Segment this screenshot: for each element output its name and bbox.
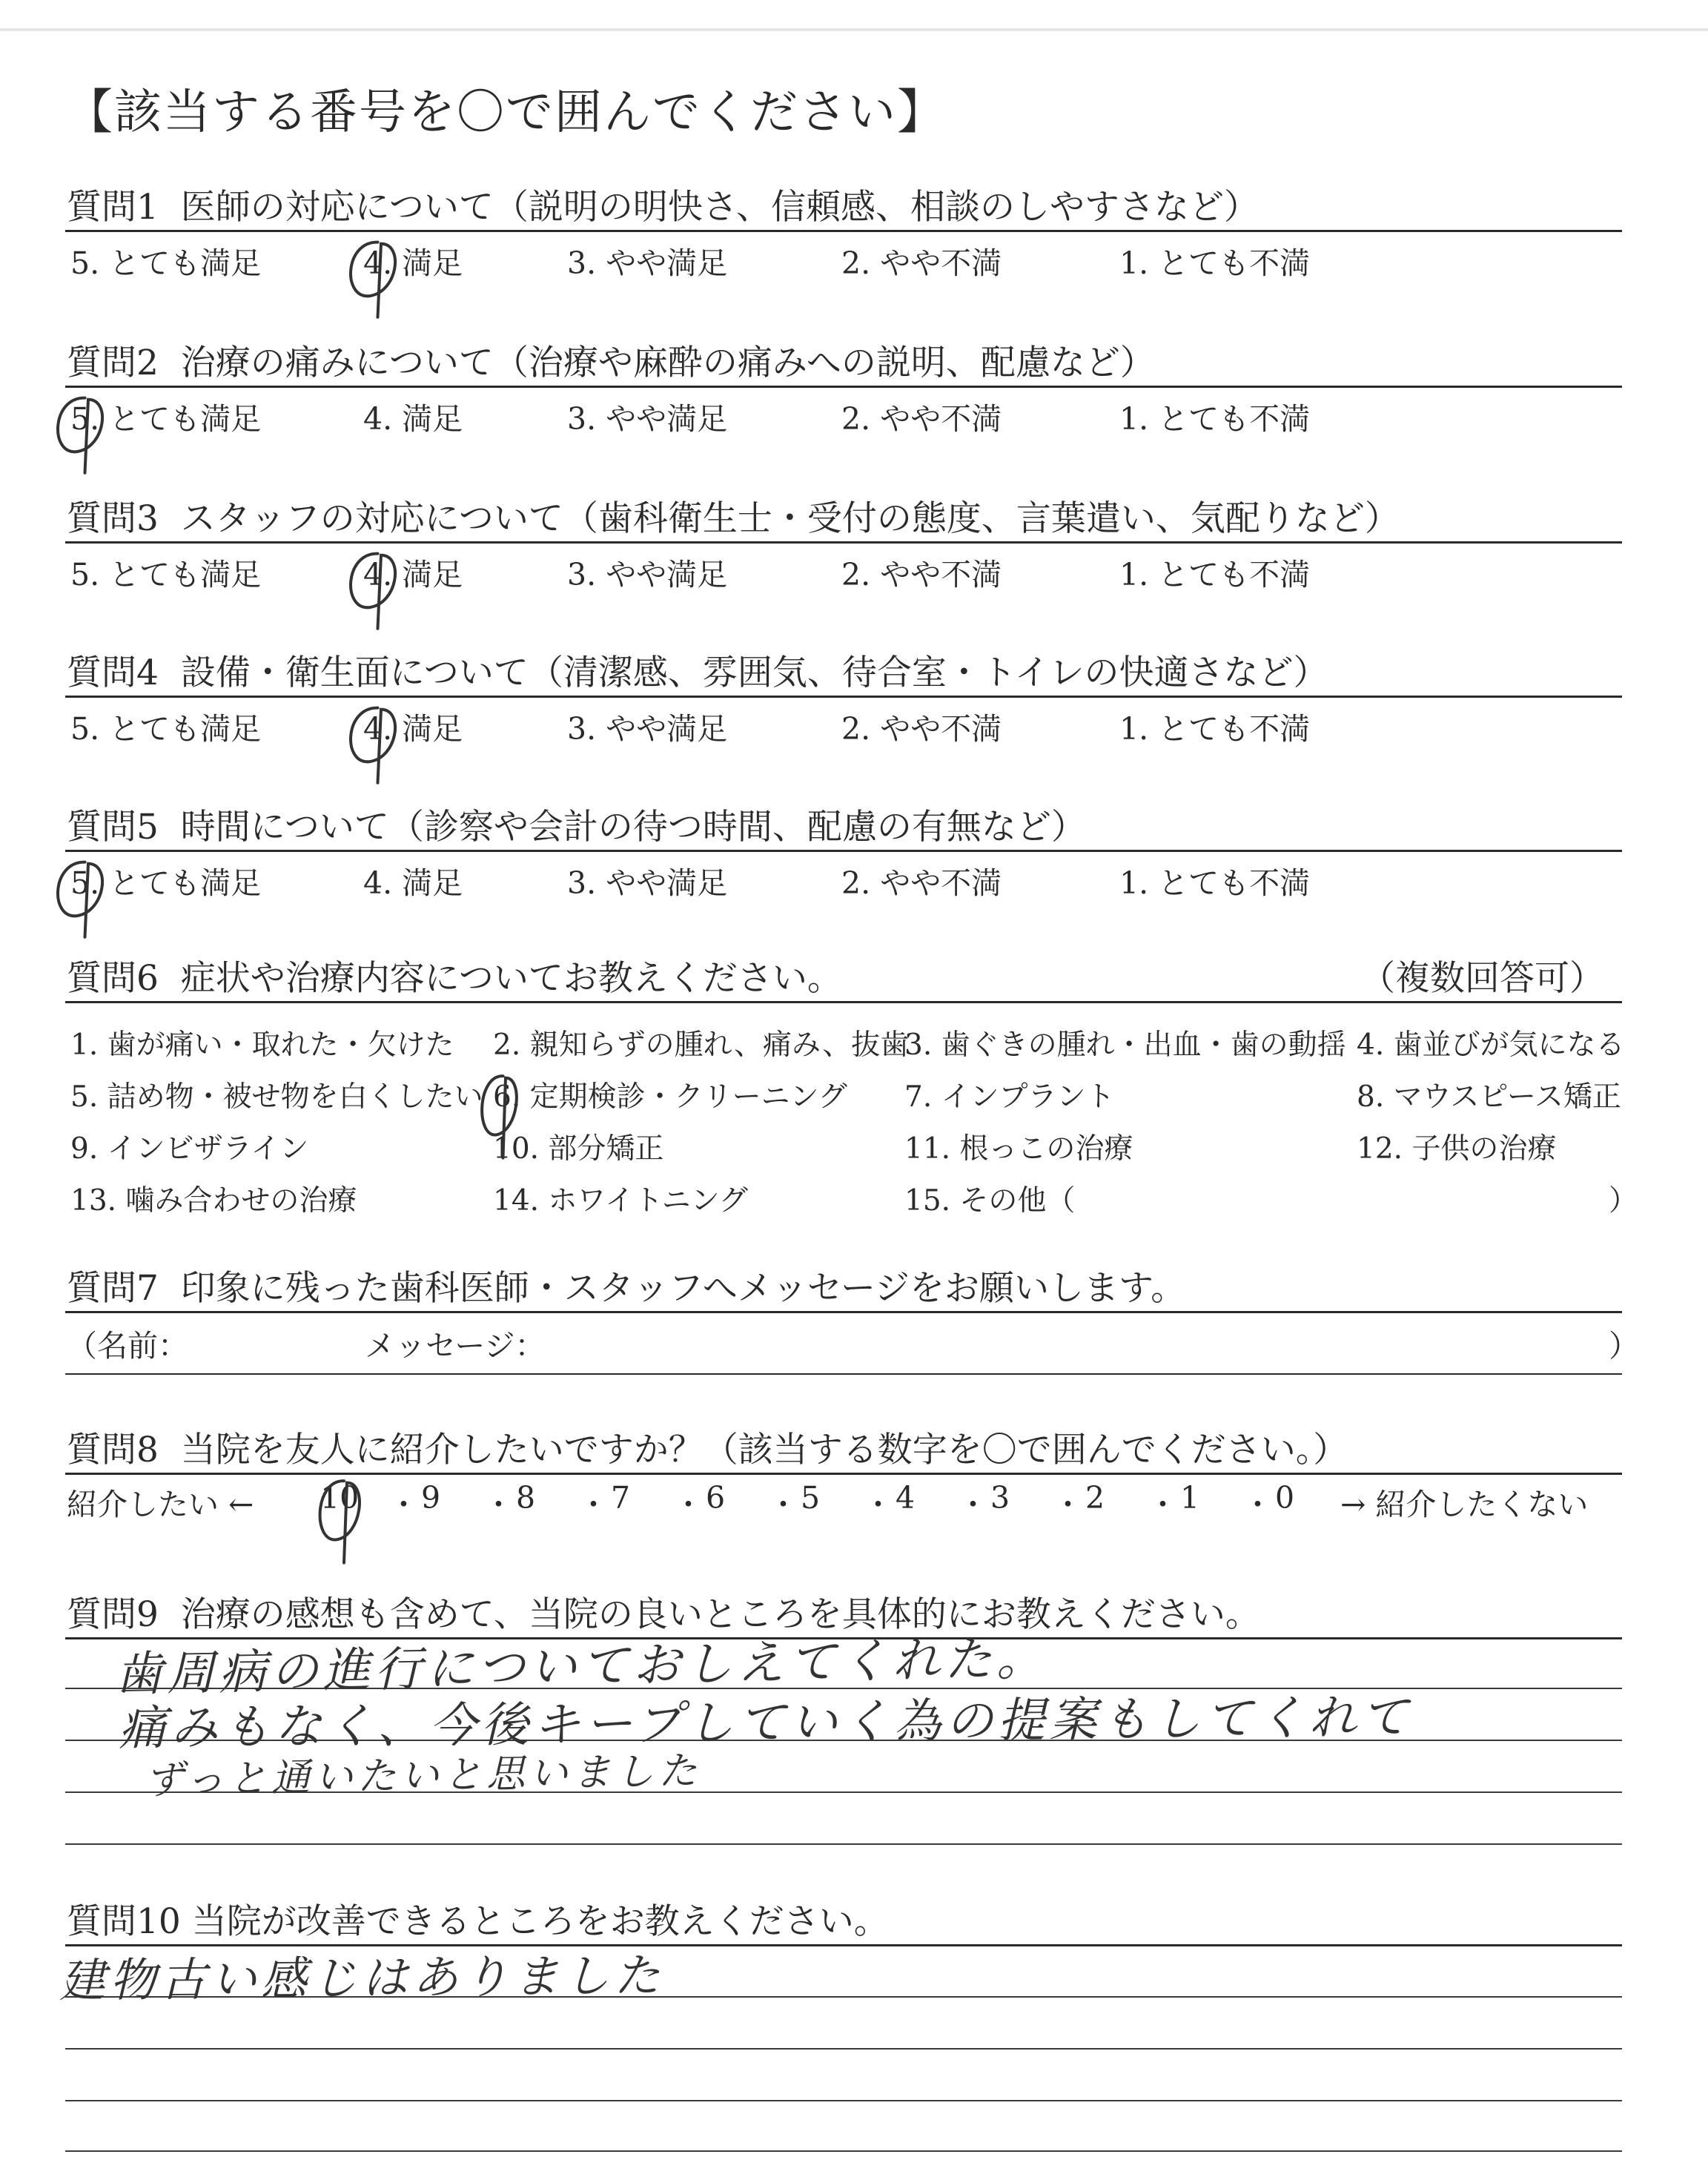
q6-option-6[interactable]: 6. 定期検診・クリーニング [493,1080,847,1114]
q1-heading [67,179,1259,229]
q5-option-2[interactable]: 2. やや不満 [841,865,1002,901]
q5-option-3[interactable]: 3. やや満足 [567,865,728,901]
q8-scale-8[interactable]: 8 [516,1480,536,1516]
q6-option-16[interactable]: ） [1609,1184,1638,1218]
q2-label: 質問2 [67,343,159,383]
q8-rule [65,1473,1622,1475]
q8-scale-3[interactable]: 3 [990,1480,1010,1516]
q10-text: 当院が改善できるところをお教えください。 [191,1901,889,1942]
q10-line-2 [65,2048,1622,2050]
q8-scale-4[interactable]: 4 [896,1480,916,1516]
q9-answer-line-2: 痛みもなく、今後キープしていく為の提案もしてくれて [118,1690,1413,1757]
q6-rule [65,1001,1622,1003]
q6-option-7[interactable]: 7. インプラント [904,1080,1115,1114]
q8-text: 当院を友人に紹介したいですか？（該当する数字を〇で囲んでください。） [180,1430,1348,1470]
q6-option-13[interactable]: 13. 噛み合わせの治療 [70,1184,357,1218]
q4-option-1[interactable]: 1. とても不満 [1119,711,1311,747]
q8-scale-dot: ・ [483,1487,514,1522]
q1-rule [65,230,1622,232]
q3-option-5[interactable]: 5. とても満足 [70,557,262,592]
q6-heading [67,951,842,1000]
q3-option-4[interactable]: 4. 満足 [363,557,463,592]
q1-option-1[interactable]: 1. とても不満 [1119,245,1311,281]
q10-line-3 [65,2100,1622,2101]
q7-text: 印象に残った歯科医師・スタッフへメッセージをお願いします。 [180,1268,1186,1309]
q5-option-4[interactable]: 4. 満足 [363,865,463,901]
q1-text: 医師の対応について（説明の明快さ、信頼感、相談のしやすさなど） [180,187,1259,228]
q8-scale-7[interactable]: 7 [611,1480,631,1516]
scan-edge [0,28,1708,31]
q1-option-4[interactable]: 4. 満足 [363,245,463,281]
q8-scale-5[interactable]: 5 [801,1480,821,1516]
q6-option-1[interactable]: 1. 歯が痛い・取れた・欠けた [70,1028,454,1062]
q7-name-label: （名前： [67,1328,188,1364]
q8-scale-dot: ・ [578,1487,609,1522]
q7-bottom-rule [65,1373,1622,1375]
q6-option-4[interactable]: 4. 歯並びが気になる [1357,1028,1625,1062]
q1-option-5[interactable]: 5. とても満足 [70,245,262,281]
q3-option-3[interactable]: 3. やや満足 [567,557,728,592]
q6-text: 症状や治療内容についてお教えください。 [180,958,842,999]
q8-scale-1[interactable]: 1 [1180,1480,1200,1516]
q3-label: 質問3 [67,498,159,539]
q1-label: 質問1 [67,187,159,228]
q4-option-5[interactable]: 5. とても満足 [70,711,262,747]
q7-message-label: メッセージ： [365,1328,546,1364]
q4-label: 質問4 [67,653,159,693]
q2-text: 治療の痛みについて（治療や麻酔の痛みへの説明、配慮など） [180,343,1155,383]
q7-heading [67,1261,1185,1310]
q5-text: 時間について（診察や会計の待つ時間、配慮の有無など） [180,807,1086,848]
q5-heading [67,799,1086,849]
q7-rule [65,1311,1622,1313]
q8-scale-dot: ・ [1242,1487,1273,1522]
q5-label: 質問5 [67,807,159,848]
q8-right-label: → 紹介したくない [1340,1487,1589,1522]
q6-option-5[interactable]: 5. 詰め物・被せ物を白くしたい [70,1080,483,1114]
q2-option-1[interactable]: 1. とても不満 [1119,401,1311,437]
q2-option-5[interactable]: 5. とても満足 [70,401,262,437]
q2-heading [67,335,1155,385]
q3-heading [67,491,1400,541]
q8-label: 質問8 [67,1430,159,1470]
q6-option-10[interactable]: 10. 部分矯正 [493,1132,664,1166]
q8-scale-2[interactable]: 2 [1085,1480,1105,1516]
q3-rule [65,541,1622,544]
q6-option-15[interactable]: 15. その他（ [904,1184,1076,1218]
q4-option-4[interactable]: 4. 満足 [363,711,463,747]
q4-text: 設備・衛生面について（清潔感、雰囲気、待合室・トイレの快適さなど） [180,653,1328,693]
q1-option-3[interactable]: 3. やや満足 [567,245,728,281]
q9-answer-line-1: 歯周病の進行についておしえてくれた。 [114,1631,1049,1702]
q5-option-5[interactable]: 5. とても満足 [70,865,262,901]
q2-option-2[interactable]: 2. やや不満 [841,401,1002,437]
q6-option-3[interactable]: 3. 歯ぐきの腫れ・出血・歯の動揺 [904,1028,1346,1062]
q5-rule [65,850,1622,852]
q7-label: 質問7 [67,1268,159,1309]
q9-answer-line-3: ずっと通いたいと思いました [144,1748,702,1803]
q3-option-1[interactable]: 1. とても不満 [1119,557,1311,592]
q4-rule [65,696,1622,698]
q2-rule [65,386,1622,388]
q6-option-11[interactable]: 11. 根っこの治療 [904,1132,1133,1166]
q10-label: 質問10 [67,1901,181,1942]
instruction-title: 【該当する番号を〇で囲んでください】 [65,85,946,140]
q6-option-8[interactable]: 8. マウスピース矯正 [1357,1080,1621,1114]
q3-text: スタッフの対応について（歯科衛生士・受付の態度、言葉遣い、気配りなど） [180,498,1400,539]
q8-scale-dot: ・ [958,1487,988,1522]
q7-close: ） [1609,1328,1639,1364]
q8-scale-dot: ・ [1053,1487,1083,1522]
q10-answer: 建物古い感じはありました [59,1948,665,2008]
q6-option-14[interactable]: 14. ホワイトニング [493,1184,748,1218]
q9-label: 質問9 [67,1594,159,1635]
q1-option-2[interactable]: 2. やや不満 [841,245,1002,281]
q8-left-label: 紹介したい ← [67,1487,254,1522]
q4-option-2[interactable]: 2. やや不満 [841,711,1002,747]
q8-scale-dot: ・ [673,1487,704,1522]
q3-option-2[interactable]: 2. やや不満 [841,557,1002,592]
q9-text: 治療の感想も含めて、当院の良いところを具体的にお教えください。 [180,1594,1260,1635]
q6-option-12[interactable]: 12. 子供の治療 [1357,1132,1557,1166]
q2-option-4[interactable]: 4. 満足 [363,401,463,437]
q8-heading [67,1422,1348,1472]
q8-scale-dot: ・ [1148,1487,1178,1522]
q2-option-3[interactable]: 3. やや満足 [567,401,728,437]
q8-scale-dot: ・ [388,1487,419,1522]
q8-scale-dot: ・ [768,1487,798,1522]
q9-line-4 [65,1843,1622,1845]
q10-line-4 [65,2150,1622,2152]
q8-scale-6[interactable]: 6 [706,1480,726,1516]
q6-option-2[interactable]: 2. 親知らずの腫れ、痛み、抜歯 [493,1028,910,1062]
q8-scale-dot: ・ [863,1487,893,1522]
q10-heading [67,1894,889,1943]
q6-option-9[interactable]: 9. インビザライン [70,1132,309,1166]
q4-heading [67,645,1328,695]
q8-scale-10[interactable]: 10 [320,1480,360,1516]
q5-option-1[interactable]: 1. とても不満 [1119,865,1311,901]
q6-label: 質問6 [67,958,159,999]
q6-note: （複数回答可） [1360,958,1604,999]
q8-scale-9[interactable]: 9 [421,1480,441,1516]
q4-option-3[interactable]: 3. やや満足 [567,711,728,747]
q8-scale-0[interactable]: 0 [1275,1480,1295,1516]
